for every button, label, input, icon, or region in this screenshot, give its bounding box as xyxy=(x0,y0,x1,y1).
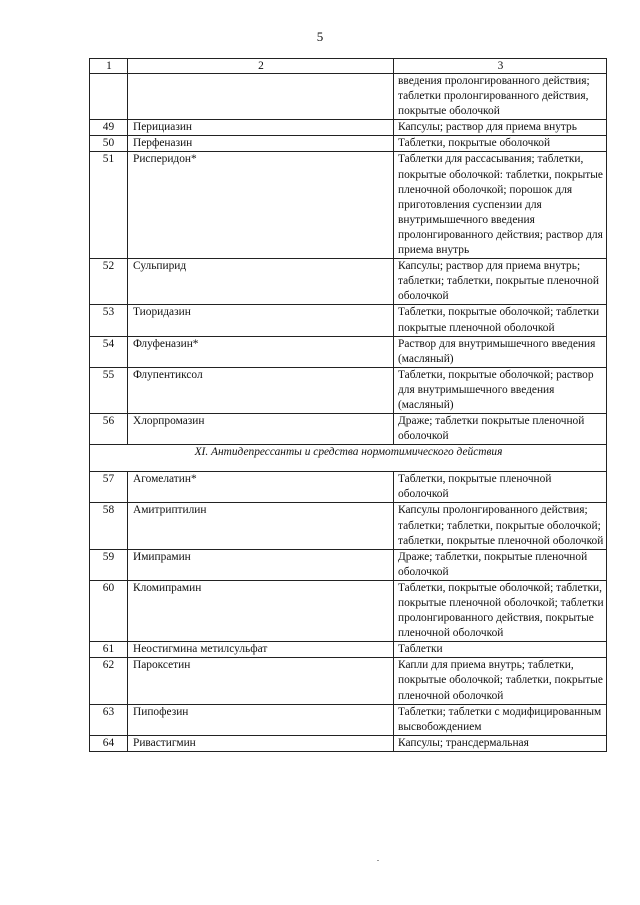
table-header-row xyxy=(90,59,607,74)
table-row xyxy=(90,120,607,136)
drug-name: Флуфеназин* xyxy=(128,336,394,367)
table-row xyxy=(90,367,607,413)
table-row xyxy=(90,658,607,704)
dosage-form: Драже; таблетки, покрытые пленочной оболочкой xyxy=(394,549,607,580)
dosage-form: Капсулы; трансдермальная xyxy=(394,735,607,751)
dosage-form: Таблетки, покрытые оболочкой; раствор для внутримышечного введения (масляный) xyxy=(394,367,607,413)
drug-name: Хлорпромазин xyxy=(128,414,394,445)
dosage-form: Таблетки, покрытые пленочной оболочкой xyxy=(394,472,607,503)
table-row xyxy=(90,74,607,120)
row-number xyxy=(90,74,128,120)
row-number: 64 xyxy=(90,735,128,751)
row-number: 57 xyxy=(90,472,128,503)
drug-name: Рисперидон* xyxy=(128,152,394,259)
table-row xyxy=(90,549,607,580)
row-number: 55 xyxy=(90,367,128,413)
drug-name: Агомелатин* xyxy=(128,472,394,503)
header-cell-3: 3 xyxy=(394,59,607,74)
table-row xyxy=(90,336,607,367)
table-row xyxy=(90,305,607,336)
row-number: 62 xyxy=(90,658,128,704)
drug-name: Флупентиксол xyxy=(128,367,394,413)
drug-name: Кломипрамин xyxy=(128,580,394,641)
dosage-form: Таблетки для рассасывания; таблетки, покрытые оболочкой: таблетки, покрытые пленочной оболочкой; порошок для приготовления суспензии для внутримышечного введения пролонгированного действия; раствор для приема внутрь xyxy=(394,152,607,259)
dosage-form: Таблетки, покрытые оболочкой; таблетки покрытые пленочной оболочкой xyxy=(394,305,607,336)
header-cell-2: 2 xyxy=(128,59,394,74)
drug-name: Тиоридазин xyxy=(128,305,394,336)
section-row xyxy=(90,445,607,472)
row-number: 60 xyxy=(90,580,128,641)
dosage-form: Капли для приема внутрь; таблетки, покрытые оболочкой; таблетки, покрытые пленочной оболочкой xyxy=(394,658,607,704)
dosage-form: Таблетки, покрытые оболочкой xyxy=(394,136,607,152)
dosage-form: Капсулы; раствор для приема внутрь xyxy=(394,120,607,136)
table-row xyxy=(90,503,607,549)
header-cell-1: 1 xyxy=(90,59,128,74)
drug-name: Пароксетин xyxy=(128,658,394,704)
row-number: 54 xyxy=(90,336,128,367)
dosage-form: Драже; таблетки покрытые пленочной оболочкой xyxy=(394,414,607,445)
section-title: XI. Антидепрессанты и средства нормотимического действия xyxy=(90,445,607,472)
row-number: 61 xyxy=(90,642,128,658)
scan-artifact xyxy=(377,860,379,861)
table-row xyxy=(90,642,607,658)
drug-name: Пипофезин xyxy=(128,704,394,735)
drug-name: Имипрамин xyxy=(128,549,394,580)
row-number: 53 xyxy=(90,305,128,336)
row-number: 49 xyxy=(90,120,128,136)
table-row xyxy=(90,136,607,152)
table-row xyxy=(90,704,607,735)
drug-name: Перициазин xyxy=(128,120,394,136)
dosage-form: Капсулы пролонгированного действия; таблетки; таблетки, покрытые оболочкой; таблетки, покрытые пленочной оболочкой xyxy=(394,503,607,549)
row-number: 58 xyxy=(90,503,128,549)
row-number: 59 xyxy=(90,549,128,580)
drug-name xyxy=(128,74,394,120)
row-number: 52 xyxy=(90,259,128,305)
row-number: 56 xyxy=(90,414,128,445)
row-number: 63 xyxy=(90,704,128,735)
table-row xyxy=(90,580,607,641)
medication-table xyxy=(89,58,607,752)
dosage-form: Таблетки xyxy=(394,642,607,658)
table-row xyxy=(90,735,607,751)
drug-name: Перфеназин xyxy=(128,136,394,152)
dosage-form: Таблетки, покрытые оболочкой; таблетки, покрытые пленочной оболочкой; таблетки пролонгированного действия, покрытые пленочной оболочкой xyxy=(394,580,607,641)
table-row xyxy=(90,472,607,503)
row-number: 51 xyxy=(90,152,128,259)
dosage-form: Капсулы; раствор для приема внутрь; таблетки; таблетки, покрытые пленочной оболочкой xyxy=(394,259,607,305)
drug-name: Амитриптилин xyxy=(128,503,394,549)
drug-name: Неостигмина метилсульфат xyxy=(128,642,394,658)
table-row xyxy=(90,414,607,445)
page-number: 5 xyxy=(316,29,324,44)
dosage-form: введения пролонгированного действия; таблетки пролонгированного действия, покрытые оболочкой xyxy=(394,74,607,120)
dosage-form: Раствор для внутримышечного введения (масляный) xyxy=(394,336,607,367)
table-row xyxy=(90,259,607,305)
drug-name: Ривастигмин xyxy=(128,735,394,751)
row-number: 50 xyxy=(90,136,128,152)
drug-name: Сульпирид xyxy=(128,259,394,305)
dosage-form: Таблетки; таблетки с модифицированным высвобождением xyxy=(394,704,607,735)
table-row xyxy=(90,152,607,259)
